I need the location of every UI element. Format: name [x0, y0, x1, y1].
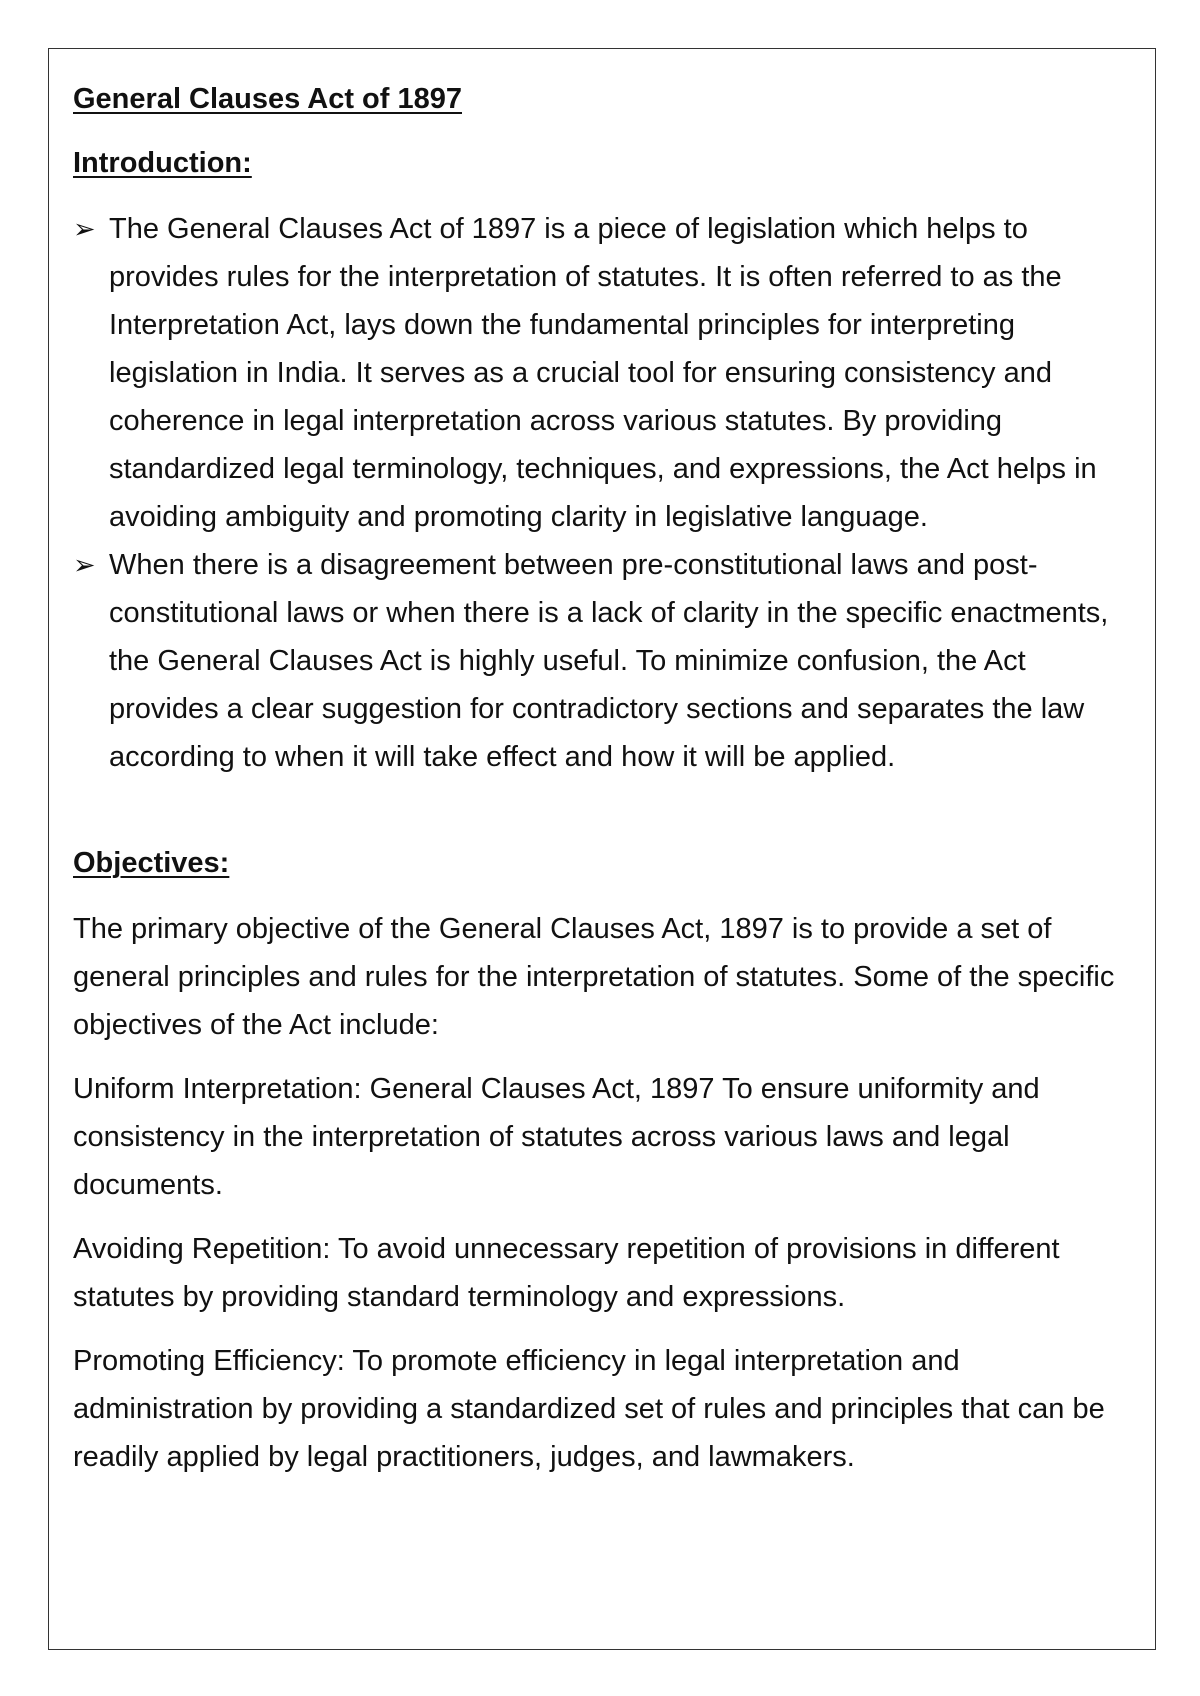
introduction-bullet-list — [73, 205, 1131, 781]
arrowhead-bullet-icon: ➢ — [73, 214, 96, 244]
document-title: General Clauses Act of 1897 — [73, 83, 462, 115]
objectives-heading: Objectives: — [73, 847, 230, 879]
section-spacer — [73, 781, 1131, 841]
objective-uniform-interpretation: Uniform Interpretation: General Clauses Act, 1897 To ensure uniformity and consistency in the interpretation of statutes across various laws and legal documents. — [73, 1073, 1040, 1201]
list-item — [73, 541, 1131, 781]
list-item — [73, 205, 1131, 541]
document-page — [48, 48, 1156, 1650]
arrowhead-bullet-icon: ➢ — [73, 550, 96, 580]
objectives-intro-paragraph: The primary objective of the General Clauses Act, 1897 is to provide a set of general principles and rules for the interpretation of statutes. Some of the specific objectives of the Act include: — [73, 913, 1115, 1041]
bullet-text: When there is a disagreement between pre-constitutional laws and post-constitutional laws or when there is a lack of clarity in the specific enactments, the General Clauses Act is highly useful. To minimize confusion, the Act provides a clear suggestion for contradictory sections and separates the law according to when it will take effect and how it will be applied. — [109, 549, 1109, 773]
objective-promoting-efficiency: Promoting Efficiency: To promote efficiency in legal interpretation and administration by providing a standardized set of rules and principles that can be readily applied by legal practitioners, judges, and lawmakers. — [73, 1345, 1105, 1473]
introduction-heading: Introduction: — [73, 147, 252, 179]
objective-avoiding-repetition: Avoiding Repetition: To avoid unnecessary repetition of provisions in different statutes by providing standard terminology and expressions. — [73, 1233, 1060, 1313]
bullet-text: The General Clauses Act of 1897 is a piece of legislation which helps to provides rules for the interpretation of statutes. It is often referred to as the Interpretation Act, lays down the fundamental principles for interpreting legislation in India. It serves as a crucial tool for ensuring consistency and coherence in legal interpretation across various statutes. By providing standardized legal terminology, techniques, and expressions, the Act helps in avoiding ambiguity and promoting clarity in legislative language. — [109, 213, 1097, 533]
